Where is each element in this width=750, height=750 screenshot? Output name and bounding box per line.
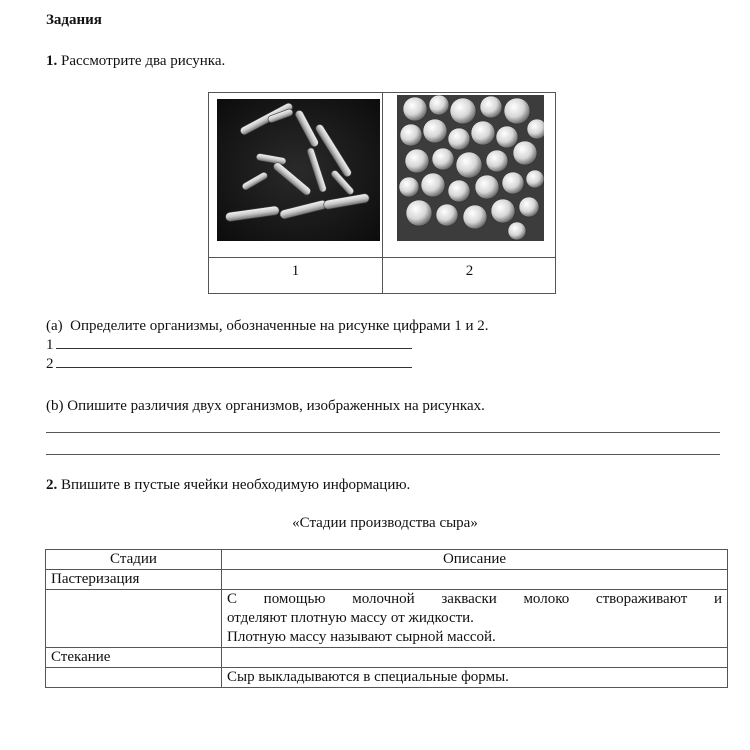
task-1 [46, 53, 225, 70]
figure-table [208, 92, 556, 294]
task-2-text: Впишите в пустые ячейки необходимую информацию. [61, 477, 411, 493]
description-line: С помощью молочной закваски молоко створаживают и [227, 591, 722, 607]
answer-line-2-label: 2 [46, 356, 54, 372]
header-description: Описание [222, 550, 728, 570]
stage-cell: Стекание [46, 648, 222, 668]
stage-cell: Пастеризация [46, 570, 222, 590]
answer-line-2[interactable] [46, 355, 412, 373]
table-row [46, 648, 728, 668]
task-2 [46, 477, 410, 494]
table-row [46, 590, 728, 648]
question-a-text: Определите организмы, обозначенные на рисунке цифрами 1 и 2. [70, 318, 489, 334]
task-1-text: Рассмотрите два рисунка. [61, 53, 226, 69]
table-row [46, 570, 728, 590]
description-cell-empty[interactable] [222, 570, 728, 590]
rod-bacteria-image [217, 99, 380, 241]
answer-line-1[interactable] [46, 336, 412, 354]
task-1-number: 1. [46, 53, 58, 69]
description-cell [222, 590, 728, 648]
header-stages: Стадии [46, 550, 222, 570]
question-a [46, 318, 489, 335]
table-caption: «Стадии производства сыра» [292, 515, 478, 531]
answer-rule-b-1[interactable] [46, 432, 720, 433]
description-line: отделяют плотную массу от жидкости. [227, 610, 474, 626]
description-line: Плотную массу называют сырной массой. [227, 629, 496, 645]
answer-rule-b-2[interactable] [46, 454, 720, 455]
spherical-cells-image [397, 95, 544, 241]
stage-cell-empty[interactable] [46, 668, 222, 688]
question-b [46, 398, 485, 415]
question-a-label: (a) [46, 318, 63, 334]
question-b-label: (b) [46, 398, 64, 414]
task-2-number: 2. [46, 477, 58, 493]
question-b-text: Опишите различия двух организмов, изображенных на рисунках. [67, 398, 485, 414]
description-cell-empty[interactable] [222, 648, 728, 668]
figure-caption-2: 2 [465, 263, 474, 279]
figure-caption-1: 1 [291, 263, 300, 279]
description-cell: Сыр выкладываются в специальные формы. [222, 668, 728, 688]
section-heading: Задания [46, 12, 102, 28]
stage-cell-empty[interactable] [46, 590, 222, 648]
table-header-row [46, 550, 728, 570]
answer-line-1-label: 1 [46, 337, 54, 353]
table-row [46, 668, 728, 688]
cheese-stages-table [45, 549, 728, 688]
